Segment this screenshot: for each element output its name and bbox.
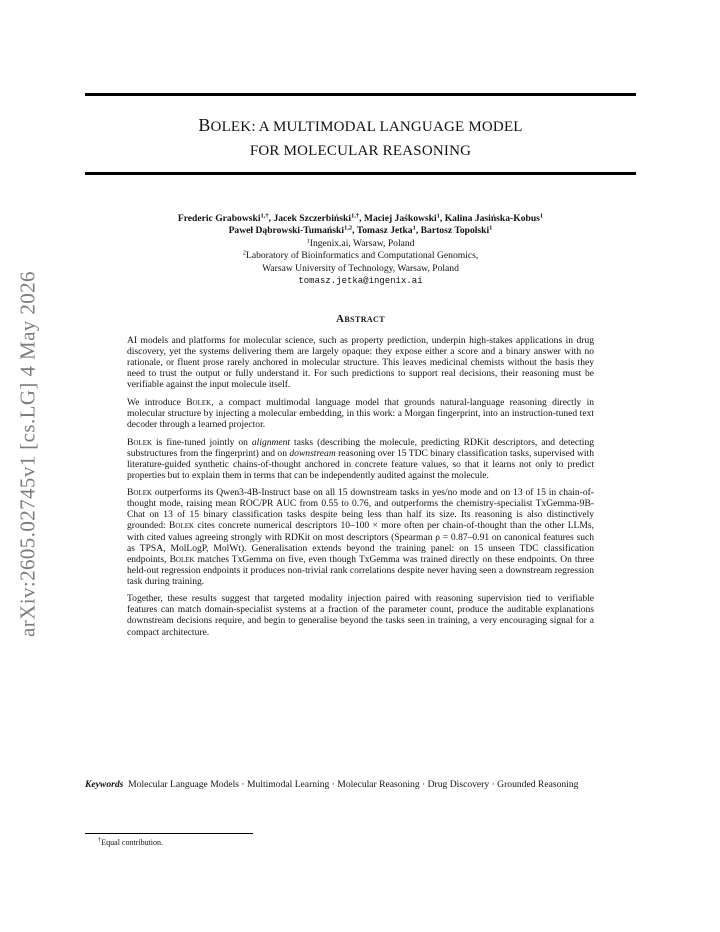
affiliation-1: $^1$Ingenix.ai, Warsaw, Poland bbox=[306, 237, 415, 249]
author-name: , Kalina Jasińska-Kobus bbox=[439, 213, 540, 224]
arxiv-identifier-margin bbox=[12, 258, 44, 650]
title-bottom-rule bbox=[85, 172, 636, 175]
abstract-paragraph-4: Bolek outperforms its Qwen3-4B-Instruct base on all 15 downstream tasks in yes/no mode and on 13 of 15 in chain-of-thought mode, raising mean ROC/PR AUC from 0.55 to 0.76, and outperforms the chemistry-specialist TxGemma-9B-Chat on 13 of 15 binary classification tasks despite being less than half its size. Its reasoning is also distinctively grounded: Bolek cites concrete numerical descriptors 10–100 × more often per chain-of-thought than the other LLMs, with cited values agreeing strongly with RDKit on most descriptors (Spearman ρ = 0.87–0.91 on canonical features such as TPSA, MolLogP, MolWt). Generalisation extends beyond the training panel: on 15 unseen TDC classification endpoints, Bolek matches TxGemma on five, even though TxGemma was trained directly on these endpoints. On three held-out regression endpoints it produces non-trivial rank correlations despite never having seen a downstream regression task during training. bbox=[127, 487, 595, 587]
title-line-2: FOR MOLECULAR REASONING bbox=[249, 143, 472, 159]
abstract-paragraph-1: AI models and platforms for molecular science, such as property prediction, underpin high-stakes applications in drug discovery, yet the systems delivering them are largely opaque: they expose either a score and a binary answer with no rationale, or fluent prose rarely anchored in molecular structure. This leaves medicinal chemists without the basis they need to trust the output or fully understand it. For such predictions to support real decisions, their reasoning must be verifiable against the input molecule itself. bbox=[127, 335, 594, 391]
author-name: , Bartosz Topolski bbox=[415, 225, 490, 237]
author-name: Paweł Dąbrowski-Tumański bbox=[228, 225, 344, 237]
author-name: Frederic Grabowski bbox=[177, 213, 261, 224]
author-block bbox=[85, 213, 636, 287]
keywords-label: Keywords bbox=[85, 779, 124, 790]
model-name: Bolek bbox=[186, 396, 212, 408]
author-line-2: Paweł Dąbrowski-Tumański$^{1,2}$, Tomasz Jetka$^1$, Bartosz Topolski$^1$ bbox=[228, 224, 493, 237]
paper-title bbox=[85, 113, 636, 163]
model-name: Bolek bbox=[127, 487, 153, 499]
abstract-paragraph-2: We introduce Bolek, a compact multimodal language model that grounds natural-language reasoning directly in molecular structure by injecting a molecular embedding, in this work: a Morgan fingerprint, into an instruction-tuned text decoder through a learned projector. bbox=[127, 396, 594, 430]
model-name: Bolek bbox=[169, 553, 195, 565]
title-top-rule bbox=[85, 93, 636, 96]
keywords-block bbox=[85, 779, 636, 791]
author-name: , Maciej Jaśkowski bbox=[359, 213, 437, 224]
model-name: Bolek bbox=[127, 436, 153, 448]
model-name: Bolek bbox=[169, 520, 195, 532]
author-name: , Tomasz Jetka bbox=[352, 225, 413, 237]
footnote: †Equal contribution. bbox=[98, 836, 164, 847]
footnote-rule bbox=[85, 833, 253, 834]
contact-email: tomasz.jetka@ingenix.ai bbox=[298, 276, 423, 287]
abstract-body bbox=[127, 335, 594, 644]
title-line-1: BOLEK: A MULTIMODAL LANGUAGE MODEL bbox=[198, 115, 523, 135]
abstract-heading: Abstract bbox=[336, 313, 385, 325]
author-name: , Jacek Szczerbiński bbox=[268, 213, 351, 224]
abstract-paragraph-5: Together, these results suggest that targeted modality injection paired with reasoning supervision tied to verifiable features can match domain-specialist systems at a fraction of the parameter count, produce the auditable explanations downstream decisions require, and begin to generalise beyond the tasks seen in training, a very encouraging signal for a compact architecture. bbox=[127, 593, 594, 638]
abstract-paragraph-3: Bolek is fine-tuned jointly on alignment tasks (describing the molecule, predicting RDKit descriptors, and detecting substructures from the fingerprint) and on downstream reasoning over 15 TDC binary classification tasks, supervised with literature-guided synthetic chains-of-thought anchored in concrete feature values, so that it learns not only to predict properties but to explain them in terms that can be independently audited against the molecule. bbox=[127, 436, 595, 481]
arxiv-identifier: arXiv:2605.02745v1 [cs.LG] 4 May 2026 bbox=[15, 271, 40, 637]
author-line-1: Frederic Grabowski$^{1,\dagger}$, Jacek Szczerbiński$^{1,\dagger}$, Maciej Jaśkowski$^1$, Kalina Jasińska-Kobus$^1$ bbox=[177, 212, 544, 224]
affiliation-2: $^2$Laboratory of Bioinformatics and Computational Genomics, bbox=[242, 249, 479, 262]
affiliation-2-cont: Warsaw University of Technology, Warsaw, Poland bbox=[262, 262, 459, 274]
keywords-list: Molecular Language Models · Multimodal Learning · Molecular Reasoning · Drug Discovery · Grounded Reasoning bbox=[128, 779, 579, 790]
